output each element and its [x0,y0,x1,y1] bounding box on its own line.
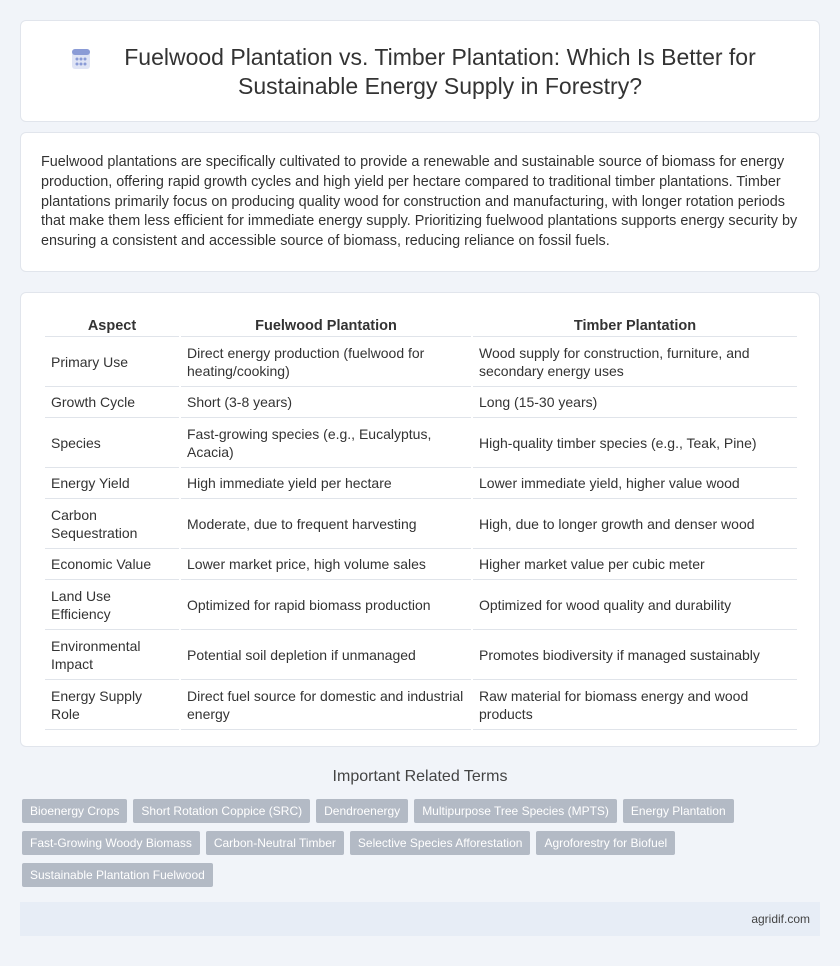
cell-fuelwood: Direct energy production (fuelwood for heating/cooking) [181,337,471,387]
table-row [45,630,797,680]
header-timber: Timber Plantation [473,315,797,337]
related-terms-list [22,799,812,895]
cell-fuelwood: Potential soil depletion if unmanaged [181,630,471,680]
table-row [45,549,797,580]
cell-fuelwood: Moderate, due to frequent harvesting [181,499,471,549]
table-row [45,580,797,630]
cell-timber: Optimized for wood quality and durability [473,580,797,630]
title-card [20,20,820,122]
page-title: Fuelwood Plantation vs. Timber Plantation: Which Is Better for Sustainable Energy Supply in Forestry? [124,44,756,99]
cell-timber: Promotes biodiversity if managed sustainably [473,630,797,680]
comparison-table [43,315,799,730]
cell-fuelwood: Direct fuel source for domestic and industrial energy [181,680,471,730]
table-row [45,418,797,468]
related-term-tag[interactable]: Energy Plantation [623,799,734,823]
header-fuelwood: Fuelwood Plantation [181,315,471,337]
related-term-tag[interactable]: Agroforestry for Biofuel [536,831,675,855]
related-terms-heading: Important Related Terms [332,768,508,785]
related-term-tag[interactable]: Multipurpose Tree Species (MPTS) [414,799,617,823]
cell-aspect: Growth Cycle [45,387,179,418]
table-row [45,468,797,499]
cell-timber: High-quality timber species (e.g., Teak, Pine) [473,418,797,468]
table-row [45,680,797,730]
cell-aspect: Energy Supply Role [45,680,179,730]
cell-aspect: Energy Yield [45,468,179,499]
header-aspect: Aspect [45,315,179,337]
footer-site[interactable]: agridif.com [751,912,810,926]
cell-timber: High, due to longer growth and denser wood [473,499,797,549]
table-row [45,387,797,418]
cell-aspect: Land Use Efficiency [45,580,179,630]
related-term-tag[interactable]: Sustainable Plantation Fuelwood [22,863,213,887]
cell-timber: Long (15-30 years) [473,387,797,418]
cell-fuelwood: Short (3-8 years) [181,387,471,418]
cell-timber: Wood supply for construction, furniture, and secondary energy uses [473,337,797,387]
cell-fuelwood: Fast-growing species (e.g., Eucalyptus, Acacia) [181,418,471,468]
cell-timber: Raw material for biomass energy and wood products [473,680,797,730]
comparison-card [20,292,820,747]
related-term-tag[interactable]: Carbon-Neutral Timber [206,831,344,855]
related-term-tag[interactable]: Fast-Growing Woody Biomass [22,831,200,855]
table-header-row [45,315,797,337]
cell-fuelwood: Lower market price, high volume sales [181,549,471,580]
cell-fuelwood: High immediate yield per hectare [181,468,471,499]
related-term-tag[interactable]: Selective Species Afforestation [350,831,531,855]
cell-aspect: Carbon Sequestration [45,499,179,549]
intro-card [20,132,820,272]
cell-timber: Higher market value per cubic meter [473,549,797,580]
table-row [45,499,797,549]
table-row [45,337,797,387]
cell-aspect: Species [45,418,179,468]
cell-timber: Lower immediate yield, higher value wood [473,468,797,499]
intro-paragraph: Fuelwood plantations are specifically cultivated to provide a renewable and sustainable source of biomass for energy production, offering rapid growth cycles and high yield per hectare compared to traditional timber plantations. Timber plantations primarily focus on producing quality wood for construction and manufacturing, with longer rotation periods that make them less efficient for immediate energy supply. Prioritizing fuelwood plantations supports energy security by ensuring a consistent and accessible source of biomass, reducing reliance on fossil fuels. [41,154,798,250]
cell-fuelwood: Optimized for rapid biomass production [181,580,471,630]
related-term-tag[interactable]: Dendroenergy [316,799,408,823]
related-term-tag[interactable]: Bioenergy Crops [22,799,127,823]
footer-bar [20,902,820,936]
related-term-tag[interactable]: Short Rotation Coppice (SRC) [133,799,310,823]
cell-aspect: Economic Value [45,549,179,580]
cell-aspect: Primary Use [45,337,179,387]
cell-aspect: Environmental Impact [45,630,179,680]
